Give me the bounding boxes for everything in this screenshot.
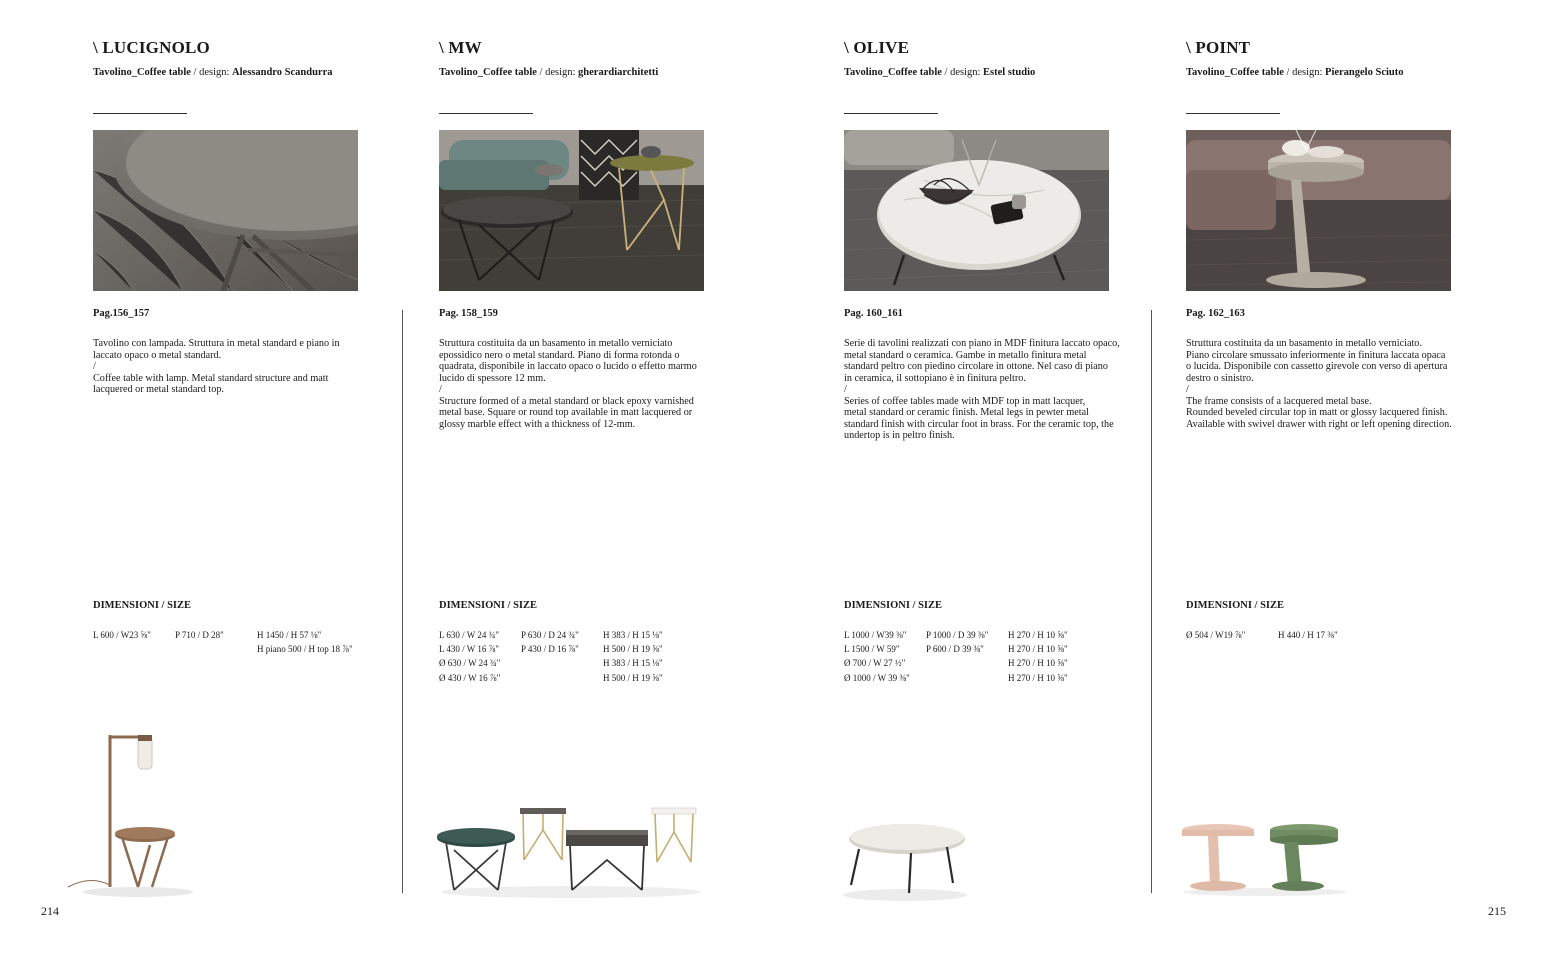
page-reference: Pag. 160_161: [844, 308, 903, 319]
dim-value: L 1000 / W39 ⅜": [844, 630, 907, 640]
product-title: \ POINT: [1186, 38, 1251, 57]
point-product-image: [1180, 818, 1350, 898]
product-photo: [439, 130, 704, 291]
title-rule: [439, 113, 533, 114]
dim-value: L 630 / W 24 ¾": [439, 630, 500, 640]
dim-value: H 270 / H 10 ⅝": [1008, 672, 1068, 683]
title-rule: [93, 113, 187, 114]
product-title: \ LUCIGNOLO: [93, 38, 210, 57]
dim-value: Ø 1000 / W 39 ⅜": [844, 672, 910, 683]
olive-product-image: [835, 815, 975, 905]
dim-value: H 500 / H 19 ⅝": [603, 644, 663, 655]
dim-value: H 270 / H 10 ⅝": [1008, 630, 1068, 640]
page-number-left: 214: [41, 904, 59, 918]
dim-value: H 383 / H 15 ⅛": [603, 658, 663, 669]
product-subtitle: Tavolino_Coffee table / design: Estel studio: [844, 67, 1036, 78]
title-rule: [1186, 113, 1280, 114]
dim-value: H 500 / H 19 ⅝": [603, 672, 663, 683]
dim-value: P 1000 / D 39 ⅜": [926, 630, 989, 640]
column-divider-2: [1151, 310, 1152, 893]
product-title: \ MW: [439, 38, 482, 57]
lucignolo-product-image: [60, 725, 200, 900]
dimensions-heading: DIMENSIONI / SIZE: [844, 600, 943, 611]
product-subtitle: Tavolino_Coffee table / design: gherardiarchitetti: [439, 67, 659, 78]
product-description: Serie di tavolini realizzati con piano in MDF finitura laccato opaco, metal standard o ceramica. Gambe in metallo finitura metal standard peltro con piedino circolare in ottone. Nel caso di piano in ceramica, il sottopiano è in finitura peltro. / Series of coffee tables made with MDF top in matt lacquer, metal standard or ceramic finish. Metal legs in pewter metal standard finish with circular foot in brass. For the ceramic top, the undertop is in peltro finish.: [844, 338, 1120, 441]
dim-value: H 383 / H 15 ⅛": [603, 630, 663, 640]
dim-value: H 270 / H 10 ⅝": [1008, 644, 1068, 655]
product-description: Tavolino con lampada. Struttura in metal standard e piano in laccato opaco o metal standard. / Coffee table with lamp. Metal standard structure and matt lacquered or metal standard top.: [93, 338, 340, 395]
dim-value: L 600 / W23 ⅝": [93, 630, 151, 640]
dim-value: Ø 430 / W 16 ⅞": [439, 672, 501, 683]
dimensions-heading: DIMENSIONI / SIZE: [439, 600, 538, 611]
product-photo: [844, 130, 1109, 291]
product-description: Struttura costituita da un basamento in metallo verniciato. Piano circolare smussato inferiormente in finitura laccata opaca o lucida. Disponibile con cassetto girevole con verso di apertura destro o sinistro. / The frame consists of a lacquered metal base. Rounded beveled circular top in matt or glossy lacquered finish. Available with swivel drawer with right or left opening direction.: [1186, 338, 1452, 430]
page-reference: Pag. 162_163: [1186, 308, 1245, 319]
column-divider-1: [402, 310, 403, 893]
dim-value: Ø 700 / W 27 ½": [844, 658, 906, 669]
mw-product-image: [436, 800, 706, 900]
dim-value: P 600 / D 39 ⅜": [926, 644, 984, 655]
dim-value: P 710 / D 28": [175, 630, 224, 640]
product-photo: [1186, 130, 1451, 291]
dim-value: Ø 504 / W19 ⅞": [1186, 630, 1246, 640]
dim-value: H 440 / H 17 ⅜": [1278, 630, 1338, 640]
page-reference: Pag.156_157: [93, 308, 150, 319]
product-title: \ OLIVE: [844, 38, 910, 57]
dim-value: P 630 / D 24 ¾": [521, 630, 579, 640]
title-rule: [844, 113, 938, 114]
dim-value: Ø 630 / W 24 ¾": [439, 658, 501, 669]
dim-value: H piano 500 / H top 18 ⅞": [257, 644, 353, 655]
dimensions-heading: DIMENSIONI / SIZE: [1186, 600, 1285, 611]
page-number-right: 215: [1488, 904, 1506, 918]
dim-value: L 1500 / W 59": [844, 644, 900, 655]
dim-value: P 430 / D 16 ⅞": [521, 644, 579, 655]
dim-value: H 270 / H 10 ⅝": [1008, 658, 1068, 669]
dim-value: H 1450 / H 57 ⅛": [257, 630, 322, 640]
dimensions-heading: DIMENSIONI / SIZE: [93, 600, 192, 611]
product-photo: [93, 130, 358, 291]
product-subtitle: Tavolino_Coffee table / design: Alessandro Scandurra: [93, 67, 333, 78]
product-subtitle: Tavolino_Coffee table / design: Pierangelo Sciuto: [1186, 67, 1404, 78]
product-description: Struttura costituita da un basamento in metallo verniciato epossidico nero o metal standard. Piano di forma rotonda o quadrata, disponibile in laccato opaco o lucido o effetto marmo lucido di spessore 12 mm. / Structure formed of a metal standard or black epoxy varnished metal base. Square or round top available in matt lacquered or glossy marble effect with a thickness of 12-mm.: [439, 338, 697, 430]
page-reference: Pag. 158_159: [439, 308, 498, 319]
dim-value: L 430 / W 16 ⅞": [439, 644, 500, 655]
